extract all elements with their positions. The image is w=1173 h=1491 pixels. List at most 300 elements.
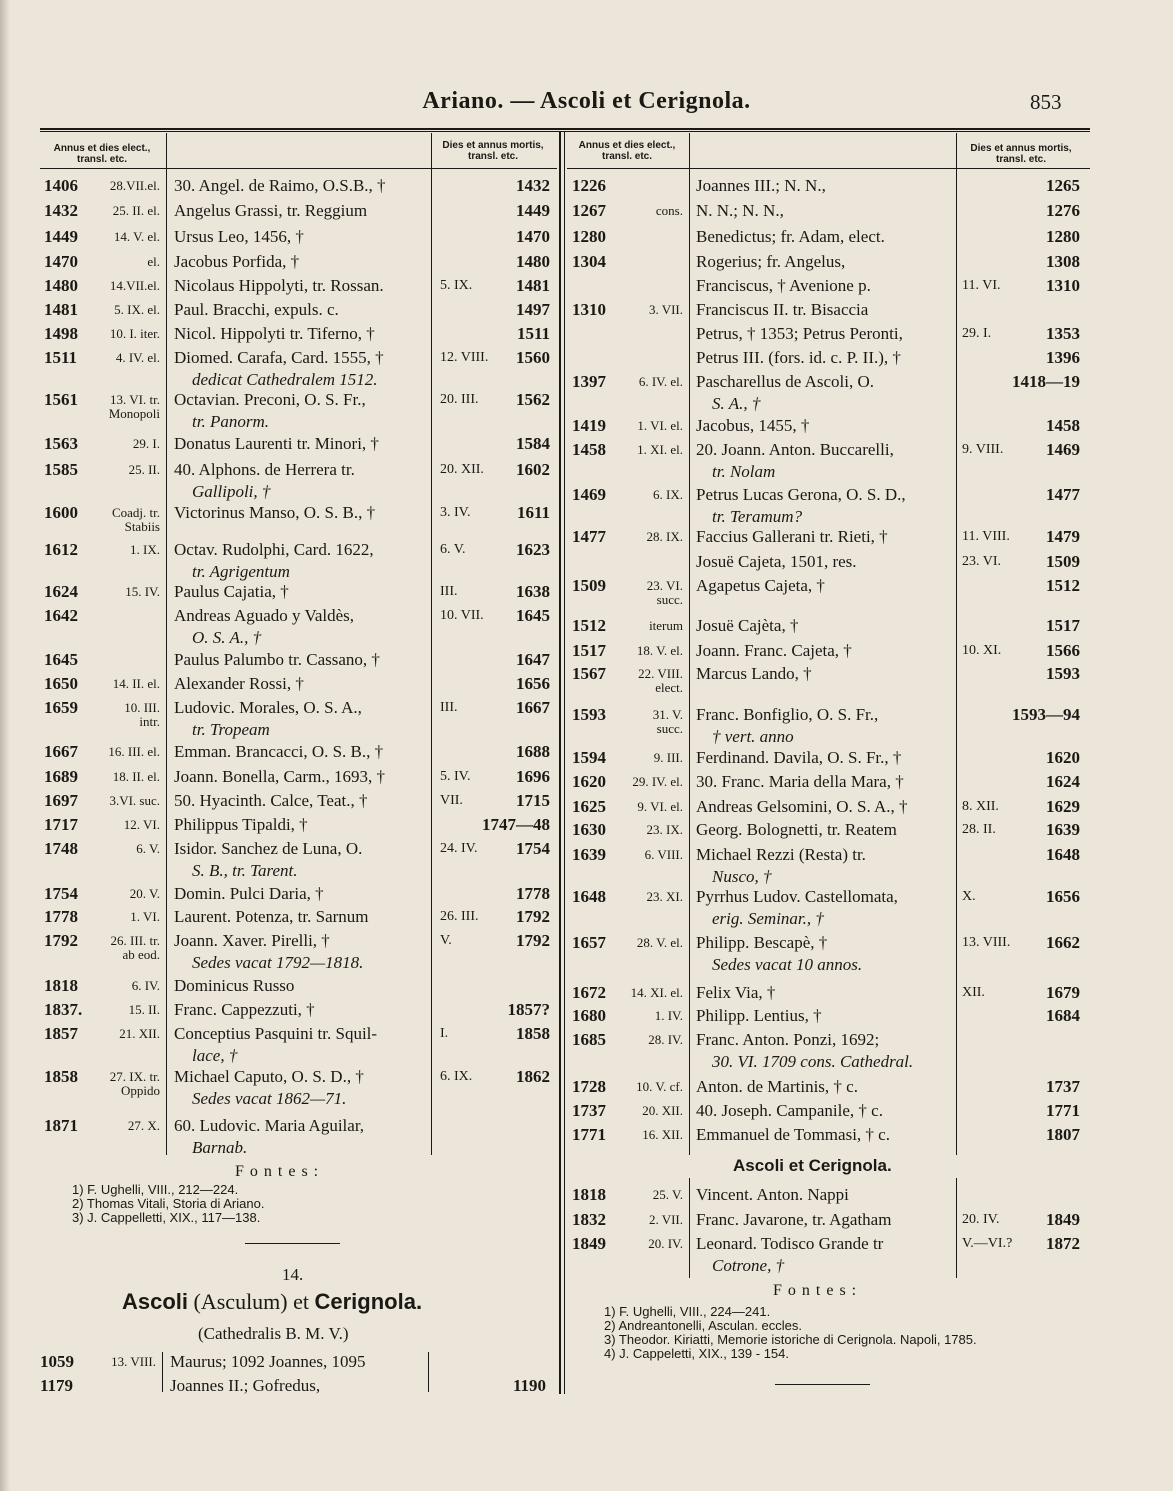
row-name-cont: tr. Tropeam — [192, 720, 270, 739]
row-name: Ursus Leo, 1456, † — [174, 227, 304, 246]
source-item: 3) J. Cappelletti, XIX., 117—138. — [72, 1210, 261, 1225]
row-name: 30. Angel. de Raimo, O.S.B., † — [174, 176, 386, 195]
row-year: 1563 — [44, 434, 78, 453]
row-name: Alexander Rossi, † — [174, 674, 304, 693]
row-date: 23. VI. — [646, 578, 683, 593]
row-death-year: 1310 — [1046, 276, 1080, 295]
row-death-year: 1857? — [507, 1000, 550, 1019]
row-death-year: 1479 — [1046, 527, 1080, 546]
row-name: Nicol. Hippolyti tr. Tiferno, † — [174, 324, 375, 343]
row-date: 4. IV. el. — [115, 350, 160, 365]
row-date: 10. III. — [124, 700, 160, 715]
row-name: Michael Caputo, O. S. D., † — [174, 1067, 364, 1086]
row-name: Georg. Bolognetti, tr. Reatem — [696, 820, 897, 839]
row-year: 1858 — [44, 1067, 78, 1086]
row-year: 1511 — [44, 348, 78, 367]
row-death-date: 12. VIII. — [440, 350, 489, 365]
row-name: Paulus Cajatia, † — [174, 582, 289, 601]
row-name: Diomed. Carafa, Card. 1555, † — [174, 348, 384, 367]
row-year: 1650 — [44, 674, 78, 693]
row-date-note: Stabiis — [124, 519, 160, 534]
row-death-date: 5. IX. — [440, 278, 473, 293]
row-date: 18. V. el. — [636, 643, 683, 658]
row-death-year: 1602 — [516, 460, 550, 479]
row-name-cont: O. S. A., † — [192, 628, 262, 647]
row-name: Franciscus, † Avenione p. — [696, 276, 871, 295]
row-year: 1832 — [572, 1210, 606, 1229]
row-name-cont: lace, † — [192, 1046, 238, 1065]
row-date: 6. V. — [136, 841, 160, 856]
row-name-cont: dedicat Cathedralem 1512. — [192, 370, 378, 389]
row-year: 1498 — [44, 324, 78, 343]
row-name: Paul. Bracchi, expuls. c. — [174, 300, 339, 319]
row-year: 1509 — [572, 576, 606, 595]
row-year: 1849 — [572, 1234, 606, 1253]
row-death-date: 24. IV. — [440, 841, 478, 856]
row-name: Joannes III.; N. N., — [696, 176, 826, 195]
row-death-year: 1679 — [1046, 983, 1080, 1002]
row-death-date: 10. VII. — [440, 608, 484, 623]
row-year: 1612 — [44, 540, 78, 559]
row-name-cont: Cotrone, † — [712, 1256, 785, 1275]
row-name: Franciscus II. tr. Bisaccia — [696, 300, 869, 319]
row-date: 15. IV. — [125, 584, 160, 599]
row-year: 1280 — [572, 227, 606, 246]
row-year: 1672 — [572, 983, 606, 1002]
source-item: 1) F. Ughelli, VIII., 212—224. — [72, 1182, 239, 1197]
row-name: Philipp. Lentius, † — [696, 1006, 822, 1025]
page-edge — [0, 0, 10, 1491]
row-date: 22. VIII. — [638, 666, 683, 681]
row-name-cont: Nusco, † — [712, 867, 772, 886]
left-annus-header: Annus et dies elect., transl. etc. — [53, 143, 151, 165]
source-item: 1) F. Ughelli, VIII., 224—241. — [604, 1304, 771, 1319]
row-year: 1179 — [40, 1376, 74, 1395]
row-death-year: 1512 — [1046, 576, 1080, 595]
row-year: 1645 — [44, 650, 78, 669]
row-year: 1512 — [572, 616, 606, 635]
row-name: Petrus, † 1353; Petrus Peronti, — [696, 324, 903, 343]
row-year: 1818 — [44, 976, 78, 995]
row-year: 1689 — [44, 767, 78, 786]
row-date: 1. VI. — [130, 909, 160, 924]
row-name: Franc. Cappezzuti, † — [174, 1000, 315, 1019]
row-death-date: 10. XI. — [962, 643, 1002, 658]
row-date: 14. II. el. — [112, 676, 160, 691]
row-year: 1667 — [44, 742, 78, 761]
row-date: 13. VI. tr. — [110, 392, 160, 407]
row-name: Andreas Gelsomini, O. S. A., † — [696, 797, 908, 816]
row-name-cont: Sedes vacat 10 annos. — [712, 955, 863, 974]
row-death-year: 1638 — [516, 582, 550, 601]
row-name: Andreas Aguado y Valdès, — [174, 606, 355, 625]
row-death-year: 1276 — [1046, 201, 1080, 220]
row-name-cont: tr. Panorm. — [192, 412, 269, 431]
right-subheading: Ascoli et Cerignola. — [733, 1156, 892, 1175]
row-name: 40. Alphons. de Herrera tr. — [174, 460, 355, 479]
row-name: Angelus Grassi, tr. Reggium — [174, 201, 368, 220]
row-year: 1778 — [44, 907, 78, 926]
row-year: 1469 — [572, 485, 606, 504]
row-death-year: 1566 — [1046, 641, 1080, 660]
row-name: Donatus Laurenti tr. Minori, † — [174, 434, 379, 453]
row-year: 1648 — [572, 887, 606, 906]
row-death-year: 1862 — [516, 1067, 550, 1086]
row-name-cont: Sedes vacat 1862—71. — [192, 1089, 347, 1108]
right-col-rule-2b — [956, 1178, 957, 1278]
header-rule-left — [40, 168, 557, 169]
row-name-cont: tr. Agrigentum — [192, 562, 290, 581]
row-name-cont: S. A., † — [712, 394, 761, 413]
row-year: 1837. — [44, 1000, 83, 1019]
row-death-year: 1449 — [516, 201, 550, 220]
row-year: 1477 — [572, 527, 606, 546]
row-year: 1517 — [572, 641, 606, 660]
row-death-year: 1858 — [516, 1024, 550, 1043]
row-name: Dominicus Russo — [174, 976, 295, 995]
row-death-year: 1593 — [1046, 664, 1080, 683]
row-death-year: 1792 — [516, 907, 550, 926]
left-col-rule-2 — [431, 133, 432, 1155]
row-name-cont: erig. Seminar., † — [712, 909, 824, 928]
row-death-date: 13. VIII. — [962, 935, 1011, 950]
row-name: Philippus Tipaldi, † — [174, 815, 308, 834]
row-date: 6. VIII. — [644, 847, 683, 862]
header-rule-right — [567, 168, 1090, 169]
row-name: Octav. Rudolphi, Card. 1622, — [174, 540, 374, 559]
row-death-year: 1737 — [1046, 1077, 1080, 1096]
row-date: 27. X. — [127, 1118, 160, 1133]
row-date: 10. I. iter. — [109, 326, 160, 341]
row-death-date: 11. VI. — [962, 278, 1001, 293]
row-year: 1659 — [44, 698, 78, 717]
row-date-note: elect. — [655, 680, 683, 695]
row-name-cont: Gallipoli, † — [192, 482, 271, 501]
row-death-date: XII. — [962, 985, 985, 1000]
row-year: 1449 — [44, 227, 78, 246]
row-death-year: 1265 — [1046, 176, 1080, 195]
left-short-rule — [245, 1243, 340, 1244]
row-name: Leonard. Todisco Grande tr — [696, 1234, 884, 1253]
row-date: 28. IX. — [646, 529, 683, 544]
row-name: Marcus Lando, † — [696, 664, 812, 683]
row-name-cont: tr. Teramum? — [712, 507, 803, 526]
row-date: 23. IX. — [646, 822, 683, 837]
section-col-rule-1 — [162, 1352, 163, 1392]
row-name: Victorinus Manso, O. S. B., † — [174, 503, 376, 522]
row-death-date: 9. VIII. — [962, 442, 1004, 457]
row-date: 16. XII. — [642, 1127, 683, 1142]
row-date: 20. IV. — [648, 1236, 683, 1251]
row-name: Joann. Xaver. Pirelli, † — [174, 931, 330, 950]
row-date: 13. VIII. — [111, 1354, 156, 1369]
row-year: 1748 — [44, 839, 78, 858]
row-date: 2. VII. — [648, 1212, 683, 1227]
row-death-year: 1353 — [1046, 324, 1080, 343]
row-date: 3. VII. — [648, 302, 683, 317]
section-title-mid: (Asculum) et — [193, 1289, 309, 1314]
row-date: 20. V. — [129, 886, 160, 901]
row-year: 1594 — [572, 748, 606, 767]
row-death-year: 1470 — [516, 227, 550, 246]
row-date: el. — [147, 254, 160, 269]
section-subtitle: (Cathedralis B. M. V.) — [198, 1324, 349, 1343]
row-death-date: 29. I. — [962, 326, 992, 341]
center-rule-thin — [564, 132, 565, 1394]
row-date: 28. V. el. — [636, 935, 683, 950]
row-date-note: ab eod. — [122, 947, 160, 962]
row-name: Benedictus; fr. Adam, elect. — [696, 227, 885, 246]
row-death-year: 1562 — [516, 390, 550, 409]
row-year: 1728 — [572, 1077, 606, 1096]
row-death-year: 1458 — [1046, 416, 1080, 435]
row-date: 28.VII.el. — [109, 178, 160, 193]
section-title-ascoli: Ascoli — [122, 1289, 189, 1314]
center-rule — [559, 132, 561, 1394]
row-year: 1226 — [572, 176, 606, 195]
row-death-date: 6. V. — [440, 542, 466, 557]
left-fontes-label: Fontes: — [235, 1163, 325, 1180]
row-year: 1737 — [572, 1101, 606, 1120]
right-col-rule-2 — [956, 133, 957, 1155]
row-death-date: 20. IV. — [962, 1212, 1000, 1227]
row-date: 14. V. el. — [113, 229, 160, 244]
row-death-date: V. — [440, 933, 452, 948]
row-name: Joann. Bonella, Carm., 1693, † — [174, 767, 386, 786]
row-date: 6. IV. el. — [638, 374, 683, 389]
row-year: 1480 — [44, 276, 78, 295]
row-death-year: 1432 — [516, 176, 550, 195]
right-dies-header: Dies et annus mortis, transl. etc. — [970, 143, 1072, 165]
row-name-cont: 30. VI. 1709 cons. Cathedral. — [712, 1052, 914, 1071]
row-name: 30. Franc. Maria della Mara, † — [696, 772, 904, 791]
row-name: 20. Joann. Anton. Buccarelli, — [696, 440, 894, 459]
source-item: 4) J. Cappeletti, XIX., 139 - 154. — [604, 1346, 789, 1361]
row-year: 1567 — [572, 664, 606, 683]
row-date: 25. II. el. — [112, 203, 160, 218]
row-name: Octavian. Preconi, O. S. Fr., — [174, 390, 366, 409]
top-rule-thin — [40, 131, 1090, 132]
row-name: Josuë Cajeta, 1501, res. — [696, 552, 857, 571]
row-death-year: 1623 — [516, 540, 550, 559]
section-number: 14. — [282, 1265, 304, 1284]
source-item: 2) Andreantonelli, Asculan. eccles. — [604, 1318, 803, 1333]
row-name: Franc. Javarone, tr. Agatham — [696, 1210, 892, 1229]
row-year: 1625 — [572, 797, 606, 816]
row-name: Emman. Brancacci, O. S. B., † — [174, 742, 384, 761]
row-name: Laurent. Potenza, tr. Sarnum — [174, 907, 369, 926]
row-death-year: 1645 — [516, 606, 550, 625]
row-date-note: succ. — [656, 721, 683, 736]
row-death-date: 11. VIII. — [962, 529, 1010, 544]
row-name: Jacobus Porfida, † — [174, 252, 300, 271]
row-death-year: 1517 — [1046, 616, 1080, 635]
row-year: 1657 — [572, 933, 606, 952]
row-date-note: succ. — [656, 592, 683, 607]
row-name: Maurus; 1092 Joannes, 1095 — [170, 1352, 366, 1371]
row-death-year: 1715 — [516, 791, 550, 810]
row-name: Paulus Palumbo tr. Cassano, † — [174, 650, 380, 669]
row-year: 1754 — [44, 884, 78, 903]
row-year: 1432 — [44, 201, 78, 220]
row-date: 5. IX. el. — [114, 302, 160, 317]
row-death-year: 1477 — [1046, 485, 1080, 504]
source-item: 3) Theodor. Kiriatti, Memorie istoriche di Cerignola. Napoli, 1785. — [604, 1332, 977, 1347]
row-death-year: 1656 — [1046, 887, 1080, 906]
row-name: Jacobus, 1455, † — [696, 416, 810, 435]
row-death-year: 1620 — [1046, 748, 1080, 767]
row-death-year: 1872 — [1046, 1234, 1080, 1253]
row-date: 29. IV. el. — [632, 774, 683, 789]
row-date: 1. IX. — [130, 542, 160, 557]
row-death-year: 1593—94 — [1012, 705, 1080, 724]
row-date: 25. V. — [652, 1187, 683, 1202]
row-death-year: 1807 — [1046, 1125, 1080, 1144]
row-name: Joannes II.; Gofredus, — [170, 1376, 321, 1395]
row-year: 1857 — [44, 1024, 78, 1043]
row-year: 1406 — [44, 176, 78, 195]
row-date: 26. III. tr. — [110, 933, 160, 948]
row-date: 9. VI. el. — [637, 799, 683, 814]
row-death-year: 1647 — [516, 650, 550, 669]
row-name-cont: † vert. anno — [712, 727, 794, 746]
row-death-year: 1747—48 — [482, 815, 550, 834]
row-death-date: V.—VI.? — [962, 1236, 1013, 1251]
row-name: Faccius Gallerani tr. Rieti, † — [696, 527, 888, 546]
row-name-cont: tr. Nolam — [712, 462, 776, 481]
row-name-cont: S. B., tr. Tarent. — [192, 861, 298, 880]
row-death-year: 1509 — [1046, 552, 1080, 571]
left-col-rule-1 — [166, 133, 167, 1155]
row-name: Petrus Lucas Gerona, O. S. D., — [696, 485, 906, 504]
row-name: Anton. de Martinis, † c. — [696, 1077, 858, 1096]
row-date: 3.VI. suc. — [109, 793, 160, 808]
row-name: Domin. Pulci Daria, † — [174, 884, 324, 903]
row-date-note: intr. — [139, 714, 160, 729]
row-name: Vincent. Anton. Nappi — [696, 1185, 849, 1204]
row-death-year: 1396 — [1046, 348, 1080, 367]
row-name: Emmanuel de Tommasi, † c. — [696, 1125, 890, 1144]
right-fontes-label: Fontes: — [773, 1282, 863, 1299]
row-death-date: 20. III. — [440, 392, 479, 407]
row-death-date: 8. XII. — [962, 799, 999, 814]
row-date: 18. II. el. — [112, 769, 160, 784]
row-date-note: Oppido — [121, 1083, 160, 1098]
row-death-year: 1684 — [1046, 1006, 1080, 1025]
row-year: 1600 — [44, 503, 78, 522]
row-name: Josuë Cajèta, † — [696, 616, 799, 635]
row-year: 1593 — [572, 705, 606, 724]
row-death-year: 1792 — [516, 931, 550, 950]
row-date: 1. XI. el. — [637, 442, 683, 457]
row-date: 9. III. — [653, 750, 683, 765]
row-name: Nicolaus Hippolyti, tr. Rossan. — [174, 276, 384, 295]
row-date: 31. V. — [652, 707, 683, 722]
row-year: 1697 — [44, 791, 78, 810]
row-death-year: 1480 — [516, 252, 550, 271]
row-death-year: 1497 — [516, 300, 550, 319]
right-short-rule — [775, 1384, 870, 1385]
row-name: Joann. Franc. Cajeta, † — [696, 641, 852, 660]
row-death-year: 1662 — [1046, 933, 1080, 952]
row-name: Felix Via, † — [696, 983, 776, 1002]
row-death-date: III. — [440, 700, 458, 715]
row-date: 25. II. — [128, 462, 160, 477]
source-item: 2) Thomas Vitali, Storia di Ariano. — [72, 1196, 265, 1211]
row-year: 1639 — [572, 845, 606, 864]
row-date: 6. IV. — [131, 978, 160, 993]
row-date: 12. VI. — [123, 817, 160, 832]
row-name: Rogerius; fr. Angelus, — [696, 252, 846, 271]
row-death-year: 1639 — [1046, 820, 1080, 839]
row-death-date: X. — [962, 889, 976, 904]
row-death-year: 1611 — [516, 503, 550, 522]
row-death-year: 1560 — [516, 348, 550, 367]
row-name: Ferdinand. Davila, O. S. Fr., † — [696, 748, 902, 767]
row-death-year: 1771 — [1046, 1101, 1080, 1120]
row-name: Ludovic. Morales, O. S. A., — [174, 698, 362, 717]
row-date: 16. III. el. — [108, 744, 160, 759]
row-death-date: III. — [440, 584, 458, 599]
row-year: 1310 — [572, 300, 606, 319]
top-rule — [40, 128, 1090, 130]
row-death-year: 1511 — [516, 324, 550, 343]
row-year: 1304 — [572, 252, 606, 271]
row-death-year: 1418—19 — [1012, 372, 1080, 391]
row-death-year: 1849 — [1046, 1210, 1080, 1229]
row-name: Pascharellus de Ascoli, O. — [696, 372, 874, 391]
row-death-year: 1754 — [516, 839, 550, 858]
row-date: 1. IV. — [654, 1008, 683, 1023]
row-name: Philipp. Bescapè, † — [696, 933, 828, 952]
row-death-year: 1481 — [516, 276, 550, 295]
section-title-cerignola: Cerignola. — [314, 1289, 423, 1314]
row-year: 1585 — [44, 460, 78, 479]
row-year: 1685 — [572, 1030, 606, 1049]
row-death-year: 1656 — [516, 674, 550, 693]
row-year: 1871 — [44, 1116, 78, 1135]
row-date: iterum — [649, 618, 683, 633]
row-death-date: 23. VI. — [962, 554, 1002, 569]
row-year: 1717 — [44, 815, 78, 834]
row-name-cont: Sedes vacat 1792—1818. — [192, 953, 364, 972]
row-year: 1624 — [44, 582, 78, 601]
row-death-year: 1667 — [516, 698, 550, 717]
row-date: 28. IV. — [648, 1032, 683, 1047]
row-death-year: 1688 — [516, 742, 550, 761]
row-year: 1267 — [572, 201, 606, 220]
row-year: 1419 — [572, 416, 606, 435]
row-date: 21. XII. — [119, 1026, 160, 1041]
row-death-date: 28. II. — [962, 822, 996, 837]
row-year: 1397 — [572, 372, 606, 391]
row-death-year: 1629 — [1046, 797, 1080, 816]
row-name: Petrus III. (fors. id. c. P. II.), † — [696, 348, 901, 367]
row-name: Franc. Bonfiglio, O. S. Fr., — [696, 705, 879, 724]
row-name: Michael Rezzi (Resta) tr. — [696, 845, 866, 864]
row-year: 1620 — [572, 772, 606, 791]
row-death-year: 1778 — [516, 884, 550, 903]
row-date-note: Monopoli — [108, 406, 160, 421]
row-date: 1. VI. el. — [637, 418, 683, 433]
row-date: 6. IX. — [653, 487, 683, 502]
row-year: 1561 — [44, 390, 78, 409]
row-death-year: 1190 — [512, 1376, 546, 1395]
row-name: 50. Hyacinth. Calce, Teat., † — [174, 791, 368, 810]
section-title — [122, 1289, 422, 1315]
page-number: 853 — [1030, 90, 1062, 114]
row-date: cons. — [655, 203, 683, 218]
